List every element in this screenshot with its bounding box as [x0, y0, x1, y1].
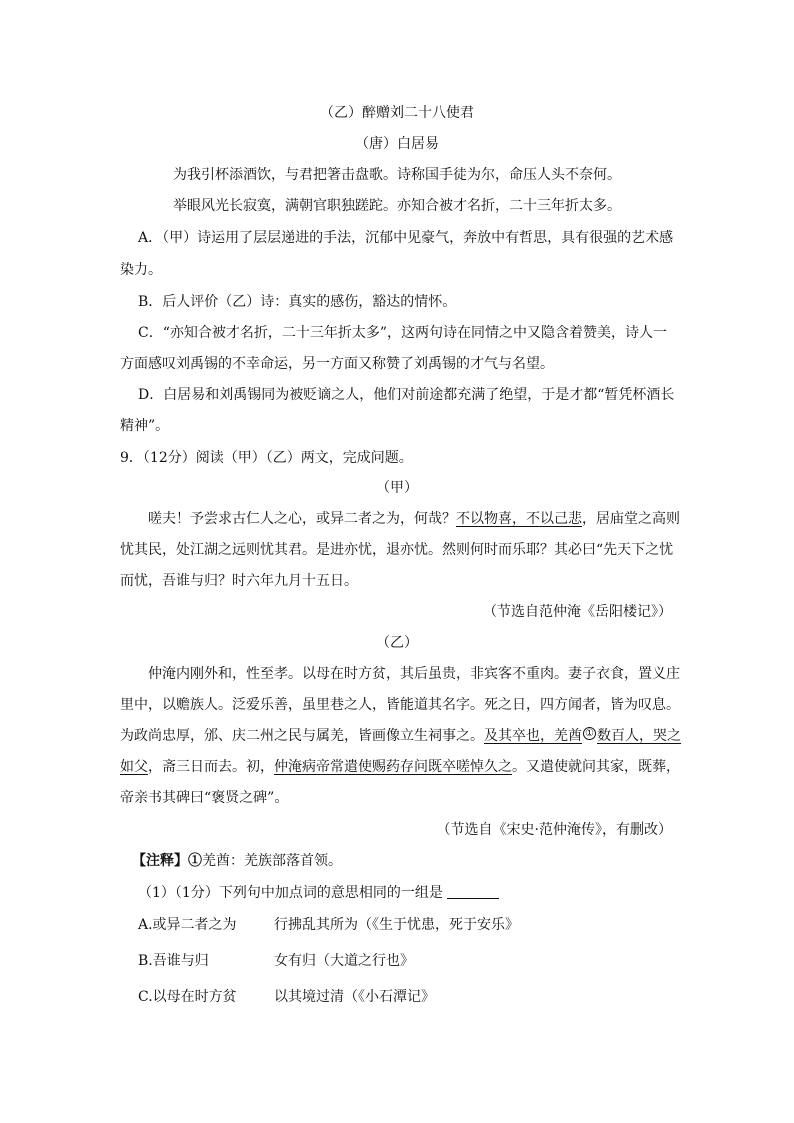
choice-a-right: 行拂乱其所为（《生于忧患，死于安乐》 — [274, 917, 519, 933]
passage-jia-line-1 — [148, 509, 680, 529]
footnote-marker: ① — [583, 727, 596, 740]
yi-underlined-part-1: 及其卒也，羌酋 — [484, 728, 582, 744]
passage-jia-line-3: 而忧，吾谁与归？时六年九月十五日。 — [120, 573, 358, 589]
choice-a-left: A.或异二者之为 — [138, 917, 237, 933]
choice-b-left: B.吾谁与归 — [138, 953, 209, 969]
yi-underlined: 如父 — [120, 759, 148, 775]
poem-line-2: 举眼风光长寂寞，满朝官职独蹉跎。亦知合被才名折，二十三年折太多。 — [173, 198, 621, 214]
passage-yi-label: （乙） — [376, 635, 418, 651]
sub-question-1 — [138, 883, 499, 903]
choice-b-right: 女有归（大道之行也》 — [274, 953, 414, 969]
passage-jia-line-2: 忧其民，处江湖之远则忧其君。是进亦忧，退亦忧。然则何时而乐耶？其必曰“先天下之忧 — [120, 542, 674, 558]
annotation-label: 【注释】 — [132, 853, 188, 869]
option-a-line-2: 染力。 — [120, 262, 162, 278]
annotation-marker: ① — [188, 853, 202, 869]
passage-yi-line-2: 里中，以赡族人。泛爱乐善，虽里巷之人，皆能道其名字。死之日，四方闻者，皆为叹息。 — [120, 697, 680, 713]
option-c-line-2: 方面感叹刘禹锡的不幸命运，另一方面又称赞了刘禹锡的才气与名望。 — [120, 356, 554, 372]
passage-yi-line-5: 帝亲书其碑曰“褒贤之碑”。 — [120, 790, 289, 806]
poem-line-1: 为我引杯添酒饮，与君把箸击盘歌。诗称国手徒为尔，命压人头不奈何。 — [173, 167, 621, 183]
passage-jia-source: （节选自范仲淹《岳阳楼记》） — [483, 604, 672, 620]
annotation-text: 羌酋：羌族部落首领。 — [202, 853, 342, 869]
jia-text: ，居庙堂之高则 — [582, 511, 680, 527]
option-b: B．后人评价（乙）诗：真实的感伤，豁达的情怀。 — [138, 294, 457, 310]
passage-yi-line-3 — [120, 726, 681, 746]
passage-jia-label: （甲） — [376, 480, 418, 496]
yi-underlined-part-2: 数百人，哭之 — [597, 728, 681, 744]
passage-yi-source: （节选自《宋史·范仲淹传》，有删改） — [436, 822, 672, 838]
question-9-stem: 9．（12分）阅读（甲）（乙）两文，完成问题。 — [120, 450, 413, 466]
jia-text: 嗟夫！予尝求古仁人之心，或异二者之为，何哉？ — [148, 511, 456, 527]
choice-c-right: 以其境过清（《小石潭记》 — [274, 989, 435, 1005]
answer-blank[interactable] — [447, 884, 499, 899]
option-a-line-1: A．（甲）诗运用了层层递进的手法，沉郁中见豪气，奔放中有哲思，具有很强的艺术感 — [138, 230, 674, 246]
sub-question-1-text: （1）（1分）下列句中加点词的意思相同的一组是 — [138, 885, 443, 901]
poem-title: （乙）醉赠刘二十八使君 — [320, 105, 474, 121]
option-c-line-1: C．“亦知合被才名折，二十三年折太多”，这两句诗在同情之中又隐含着赞美，诗人一 — [138, 325, 668, 341]
annotation — [132, 851, 342, 871]
option-d-line-2: 精神”。 — [120, 418, 170, 434]
yi-text: 为政尚忠厚，邠、庆二州之民与属羌，皆画像立生祠事之。 — [120, 728, 484, 744]
passage-yi-line-4 — [120, 757, 680, 777]
yi-underlined: 仲淹病帝常遣使赐药存问既卒嗟悼久之 — [274, 759, 512, 775]
yi-text: 。又遣使就问其家，既葬， — [512, 759, 680, 775]
yi-underlined — [484, 728, 681, 744]
passage-yi-line-1: 仲淹内刚外和，性至孝。以母在时方贫，其后虽贵，非宾客不重肉。妻子衣食，置义庄 — [148, 666, 680, 682]
yi-text: ，斋三日而去。初， — [148, 759, 274, 775]
jia-underlined: 不以物喜，不以己悲 — [456, 511, 582, 527]
option-d-line-1: D．白居易和刘禹锡同为被贬谪之人，他们对前途都充满了绝望，于是才都“暂凭杯酒长 — [138, 387, 675, 403]
choice-c-left: C.以母在时方贫 — [138, 989, 237, 1005]
poem-author: （唐）白居易 — [355, 136, 439, 152]
